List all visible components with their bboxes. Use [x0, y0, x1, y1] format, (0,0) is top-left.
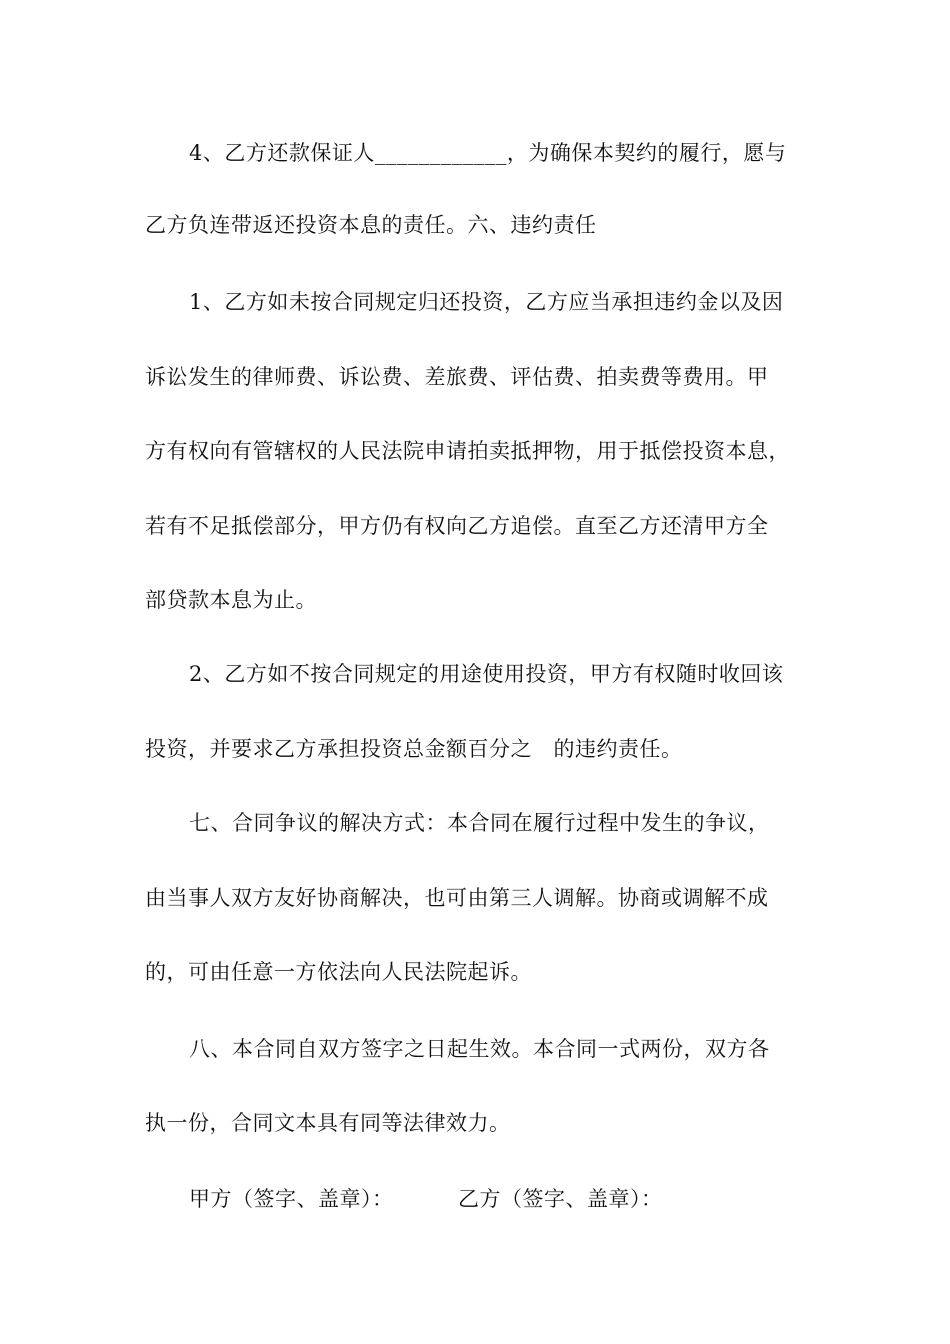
paragraph-dispute-line-2: 由当事人双方友好协商解决，也可由第三人调解。协商或调解不成 — [145, 886, 769, 910]
paragraph-breach-1-line-1: 1、乙方如未按合同规定归还投资，乙方应当承担违约金以及因 — [189, 290, 784, 314]
signature-party-b: 乙方（签字、盖章）： — [458, 1187, 663, 1211]
paragraph-dispute-line-3: 的，可由任意一方依法向人民法院起诉。 — [145, 960, 532, 984]
signature-party-a: 甲方（签字、盖章）： — [189, 1187, 394, 1211]
paragraph-effective-line-1: 八、本合同自双方签字之日起生效。本合同一式两份，双方各 — [189, 1037, 770, 1061]
paragraph-breach-1-line-2: 诉讼发生的律师费、诉讼费、差旅费、评估费、拍卖费等费用。甲 — [145, 365, 769, 389]
paragraph-breach-1-line-4: 若有不足抵偿部分，甲方仍有权向乙方追偿。直至乙方还清甲方全 — [145, 514, 769, 538]
paragraph-breach-2-line-1: 2、乙方如不按合同规定的用途使用投资，甲方有权随时收回该 — [189, 662, 784, 686]
paragraph-effective-line-2: 执一份，合同文本具有同等法律效力。 — [145, 1111, 511, 1135]
paragraph-breach-2-line-2: 投资，并要求乙方承担投资总金额百分之 的违约责任。 — [145, 737, 683, 761]
paragraph-breach-1-line-3: 方有权向有管辖权的人民法院申请拍卖抵押物，用于抵偿投资本息， — [145, 439, 790, 463]
paragraph-breach-1-line-5: 部贷款本息为止。 — [145, 588, 317, 612]
paragraph-guarantor-line-2: 乙方负连带返还投资本息的责任。六、违约责任 — [145, 213, 597, 237]
paragraph-guarantor-line-1: 4、乙方还款保证人____________，为确保本契约的履行，愿与 — [189, 141, 787, 165]
paragraph-dispute-line-1: 七、合同争议的解决方式：本合同在履行过程中发生的争议， — [189, 811, 770, 835]
